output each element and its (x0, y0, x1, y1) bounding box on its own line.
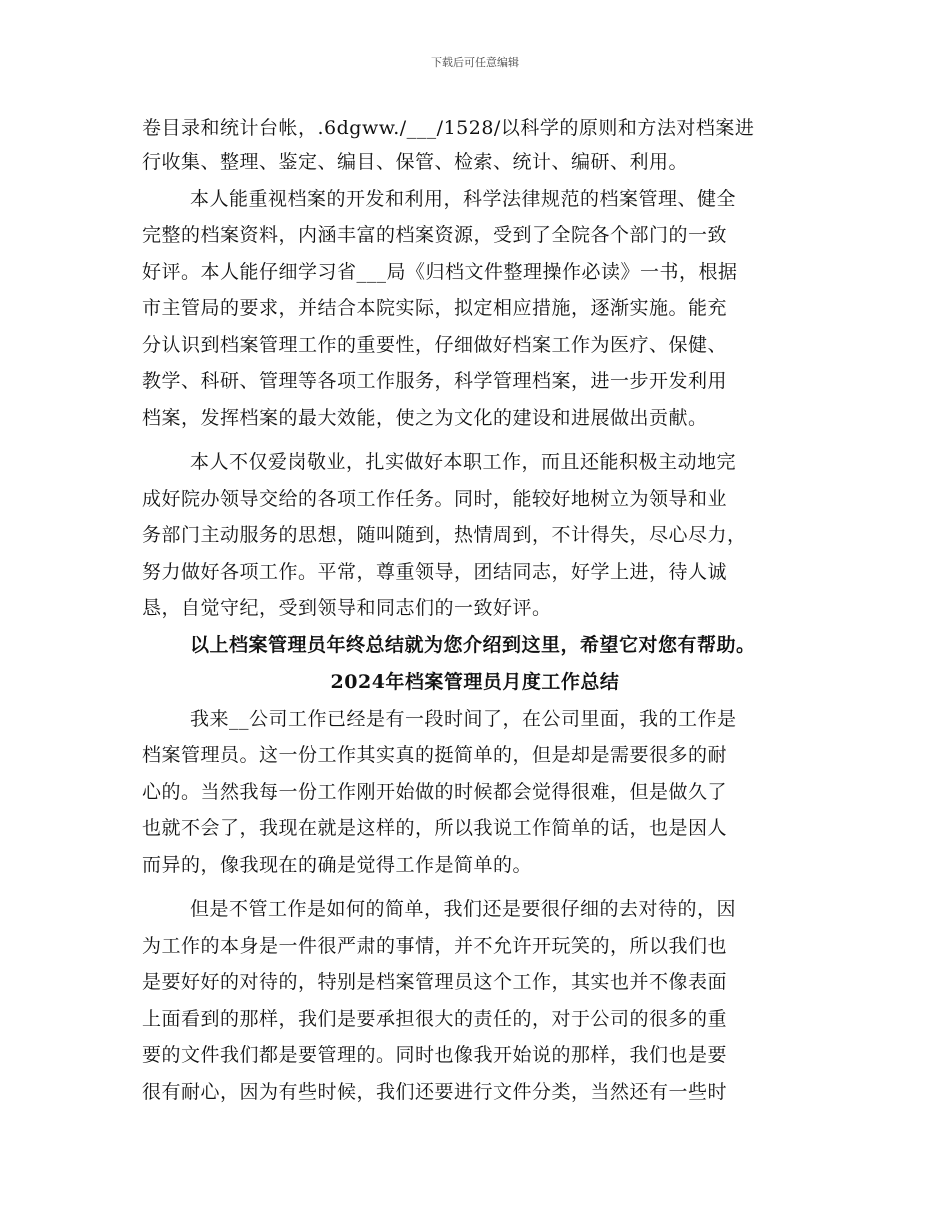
text-line: 是要好好的对待的，特别是档案管理员这个工作，其实也并不像表面 (142, 971, 728, 993)
text-line: 档案管理员。这一份工作其实真的挺简单的，但是却是需要很多的耐 (142, 744, 728, 766)
text-line: 好评。本人能仔细学习省___局《归档文件整理操作必读》一书，根据 (142, 261, 738, 283)
text-line: 努力做好各项工作。平常，尊重领导，团结同志，好学上进，待人诚 (142, 561, 728, 583)
text-line: 很有耐心，因为有些时候，我们还要进行文件分类，当然还有一些时 (142, 1081, 728, 1103)
text-line: 上面看到的那样，我们是要承担很大的责任的，对于公司的很多的重 (142, 1008, 728, 1030)
text-line: 为工作的本身是一件很严肃的事情，并不允许开玩笑的，所以我们也 (142, 935, 728, 957)
text-line: 要的文件我们都是要管理的。同时也像我开始说的那样，我们也是要 (142, 1044, 728, 1066)
text-line: 完整的档案资料，内涵丰富的档案资源，受到了全院各个部门的一致 (142, 224, 728, 246)
text-line: 也就不会了，我现在就是这样的，所以我说工作简单的话，也是因人 (142, 817, 728, 839)
text-line: 但是不管工作是如何的简单，我们还是要很仔细的去对待的，因 (190, 898, 737, 920)
text-line: 而异的，像我现在的确是觉得工作是简单的。 (142, 854, 533, 876)
text-line: 行收集、整理、鉴定、编目、保管、检索、统计、编研、利用。 (142, 151, 689, 173)
text-line: 成好院办领导交给的各项工作任务。同时，能较好地树立为领导和业 (142, 488, 728, 510)
text-line: 恳，自觉守纪，受到领导和同志们的一致好评。 (142, 597, 552, 619)
page-header-note: 下载后可任意编辑 (431, 56, 519, 69)
text-line: 市主管局的要求，并结合本院实际，拟定相应措施，逐渐实施。能充 (142, 297, 728, 319)
text-line: 分认识到档案管理工作的重要性，仔细做好档案工作为医疗、保健、 (142, 334, 728, 356)
text-line: 教学、科研、管理等各项工作服务，科学管理档案，进一步开发利用 (142, 370, 728, 392)
text-line: 务部门主动服务的思想，随叫随到，热情周到，不计得失，尽心尽力， (142, 524, 747, 546)
text-line: 本人能重视档案的开发和利用，科学法律规范的档案管理、健全 (190, 188, 737, 210)
text-line: 心的。当然我每一份工作刚开始做的时候都会觉得很难，但是做久了 (142, 781, 728, 803)
section-title: 2024年档案管理员月度工作总结 (330, 671, 620, 693)
text-line: 我来__公司工作已经是有一段时间了，在公司里面，我的工作是 (190, 708, 737, 730)
text-line: 本人不仅爱岗敬业，扎实做好本职工作，而且还能积极主动地完 (190, 451, 737, 473)
closing-statement: 以上档案管理员年终总结就为您介绍到这里，希望它对您有帮助。 (190, 634, 756, 656)
text-line: 档案，发挥档案的最大效能，使之为文化的建设和进展做出贡献。 (142, 407, 708, 429)
text-line: 卷目录和统计台帐，.6dgww./___/1528/以科学的原则和方法对档案进 (142, 117, 755, 139)
